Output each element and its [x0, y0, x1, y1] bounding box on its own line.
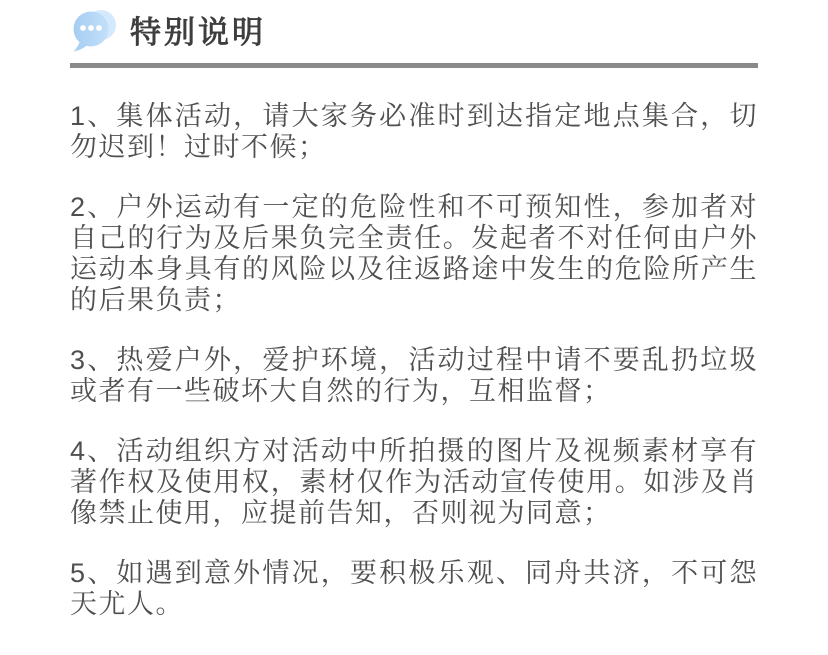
note-paragraph-4: 4、活动组织方对活动中所拍摄的图片及视频素材享有著作权及使用权，素材仅作为活动宣传使用。如涉及肖像禁止使用，应提前告知，否则视为同意；: [70, 436, 758, 528]
divider: [70, 63, 758, 68]
note-paragraph-3: 3、热爱户外，爱护环境，活动过程中请不要乱扔垃圾或者有一些破坏大自然的行为，互相监督；: [70, 345, 758, 406]
section-header: [70, 8, 758, 54]
page-title: 特别说明: [130, 14, 266, 50]
notes-list: [70, 101, 758, 620]
note-paragraph-5: 5、如遇到意外情况，要积极乐观、同舟共济，不可怨天尤人。: [70, 558, 758, 619]
note-paragraph-1: 1、集体活动，请大家务必准时到达指定地点集合，切勿迟到！过时不候；: [70, 101, 758, 162]
chat-bubble-icon: [70, 8, 120, 54]
note-paragraph-2: 2、户外运动有一定的危险性和不可预知性，参加者对自己的行为及后果负完全责任。发起者不对任何由户外运动本身具有的风险以及往返路途中发生的危险所产生的后果负责；: [70, 192, 758, 315]
